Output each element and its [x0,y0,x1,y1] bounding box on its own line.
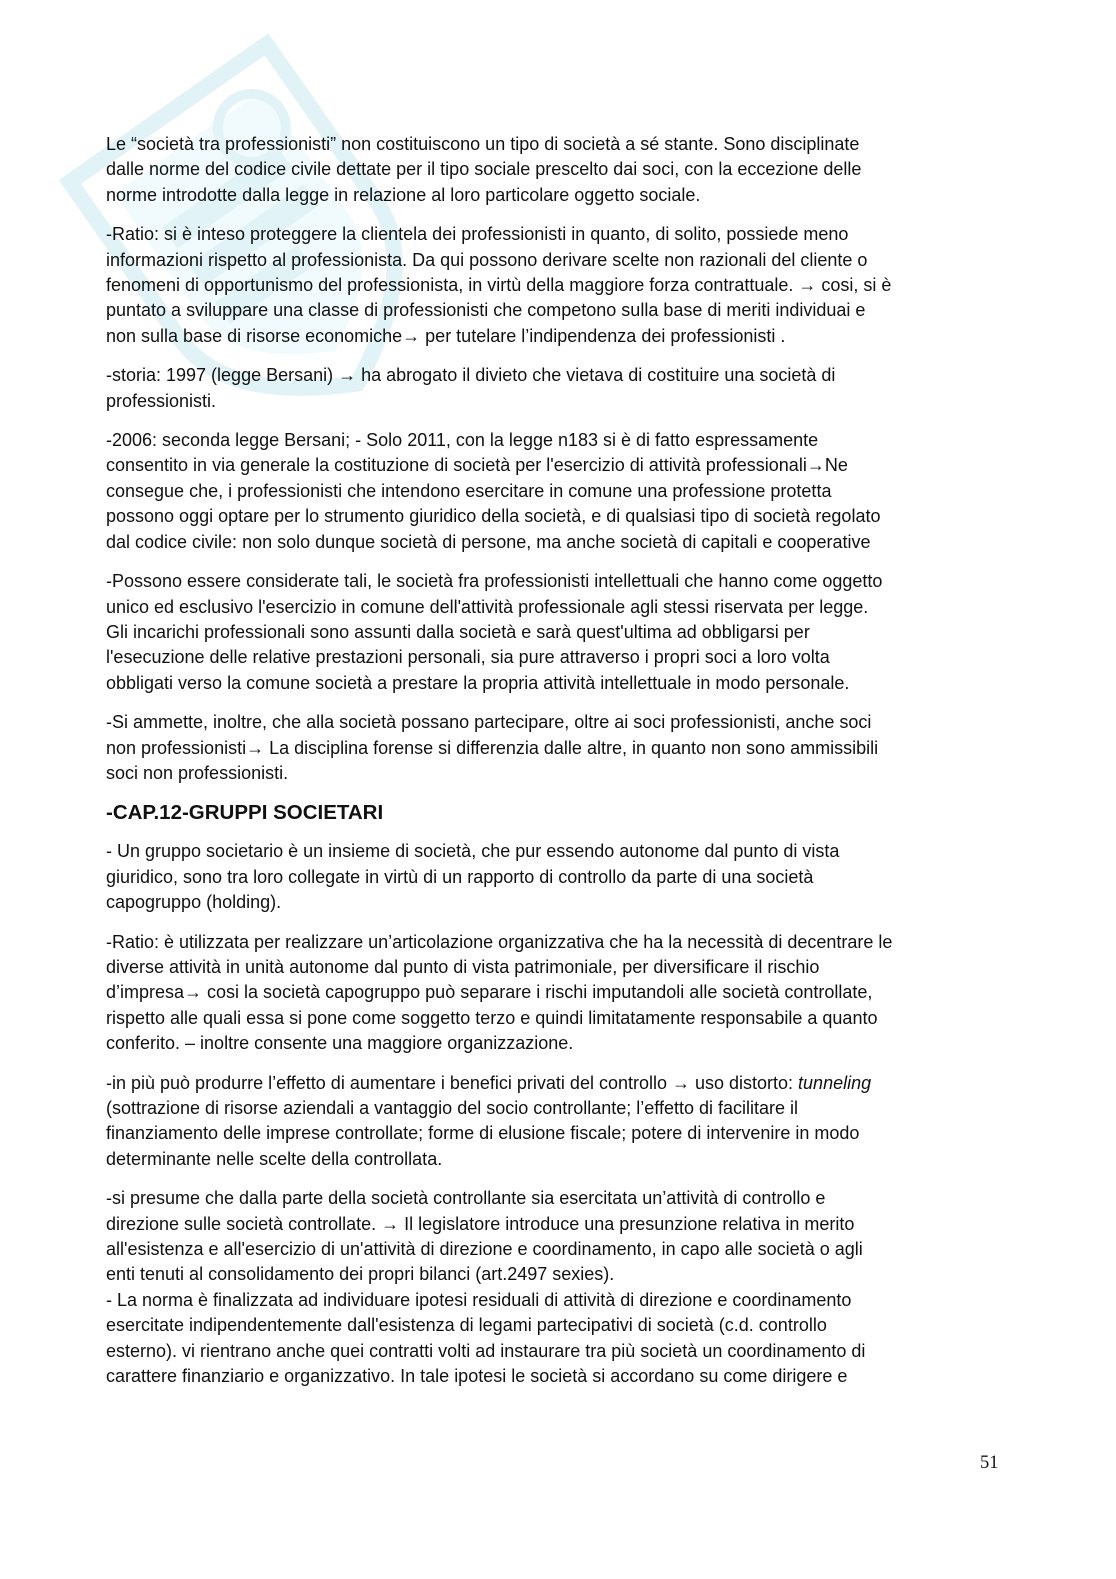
paragraph-2006: -2006: seconda legge Bersani; - Solo 2011, con la legge n183 si è di fatto espressamente consentito in via generale la costituzione di società per l'esercizio di attività professionali→Ne consegue che, i professionisti che intendono esercitare in comune una professione protetta possono oggi optare per lo strumento giuridico della società, e di qualsiasi tipo di società regolato dal codice civile: non solo dunque società di persone, ma anche società di capitali e cooperative [106,430,881,552]
paragraph-ratio-professionisti: -Ratio: si è inteso proteggere la clientela dei professionisti in quanto, di solito, possiede meno informazioni rispetto al professionista. Da qui possono derivare scelte non razionali del cliente o fenomeni di opportunismo del professionista, in virtù della maggiore forza contrattuale. → cosi, si è puntato a sviluppare una classe di professionisti che competono sulla base di meriti individuai e non sulla base di risorse economiche→ per tutelare l’indipendenza dei professionisti . [106,224,892,346]
paragraph-soci-non-professionisti: -Si ammette, inoltre, che alla società possano partecipare, oltre ai soci professionisti, anche soci non professionisti→ La disciplina forense si differenzia dalle altre, in quanto non sono ammissibili soci non professionisti. [106,712,879,783]
italic-term: tunneling [798,1072,872,1093]
paragraph-presunzione: -si presume che dalla parte della società controllante sia esercitata un’attività di controllo e direzione sulle società controllate. → Il legislatore introduce una presunzione relativa in merito all'esistenza e all'esercizio di un'attività di direzione e coordinamento, in capo alle società o agli enti tenuti al consolidamento dei propri bilanci (art.2497 sexies). [106,1188,863,1285]
paragraph-gruppo-societario: - Un gruppo societario è un insieme di società, che pur essendo autonome dal punto di vista giuridico, sono tra loro collegate in virtù di un rapporto di controllo da parte di una società capogruppo (holding). [106,841,840,913]
text-segment: (sottrazione di risorse aziendali a vantaggio del socio controllante; l’effetto di facilitare il finanziamento delle imprese controllate; forme di elusione fiscale; potere di intervenire in modo determinante nelle scelte della controllata. [106,1098,860,1169]
page-number: 51 [980,1453,999,1473]
text-segment: -in più può produrre l’effetto di aumentare i benefici privati del controllo → uso distorto: [106,1072,799,1093]
document-body [106,132,1011,1403]
paragraph-norma-finalizzata: - La norma è finalizzata ad individuare ipotesi residuali di attività di direzione e coordinamento esercitate indipendentemente dall'esistenza di legami partecipativi di società (c.d. controllo esterno). vi rientrano anche quei contratti volti ad instaurare tra più società un coordinamento di carattere finanziario e organizzativo. In tale ipotesi le società si accordano su come dirigere e [106,1289,866,1387]
paragraph-considerate-tali: -Possono essere considerate tali, le società fra professionisti intellettuali che hanno come oggetto unico ed esclusivo l'esercizio in comune dell'attività professionale agli stessi riservata per legge. Gli incarichi professionali sono assunti dalla società e sarà quest'ultima ad obbligarsi per l'esecuzione delle relative prestazioni personali, sia pure attraverso i propri soci a loro volta obbligati verso la comune società a prestare la propria attività intellettuale in modo personale. [106,571,883,693]
paragraph-ratio-gruppi: -Ratio: è utilizzata per realizzare un’articolazione organizzativa che ha la necessità di decentrare le diverse attività in unità autonome dal punto di vista patrimoniale, per diversificare il rischio d’impresa→ cosi la società capogruppo può separare i rischi imputandoli alle società controllate, rispetto alle quali essa si pone come soggetto terzo e quindi limitatamente responsabile a quanto conferito. – inoltre consente una maggiore organizzazione. [106,931,893,1054]
chapter-heading: -CAP.12-GRUPPI SOCIETARI [106,801,384,825]
paragraph-societa-professionisti: Le “società tra professionisti” non costituiscono un tipo di società a sé stante. Sono disciplinate dalle norme del codice civile dettate per il tipo sociale prescelto dai soci, con la eccezione delle norme introdotte dalla legge in relazione al loro particolare oggetto sociale. [106,134,862,205]
paragraph-storia: -storia: 1997 (legge Bersani) → ha abrogato il divieto che vietava di costituire una società di professionisti. [106,365,836,411]
paragraph-benefici-privati [106,1071,1011,1173]
